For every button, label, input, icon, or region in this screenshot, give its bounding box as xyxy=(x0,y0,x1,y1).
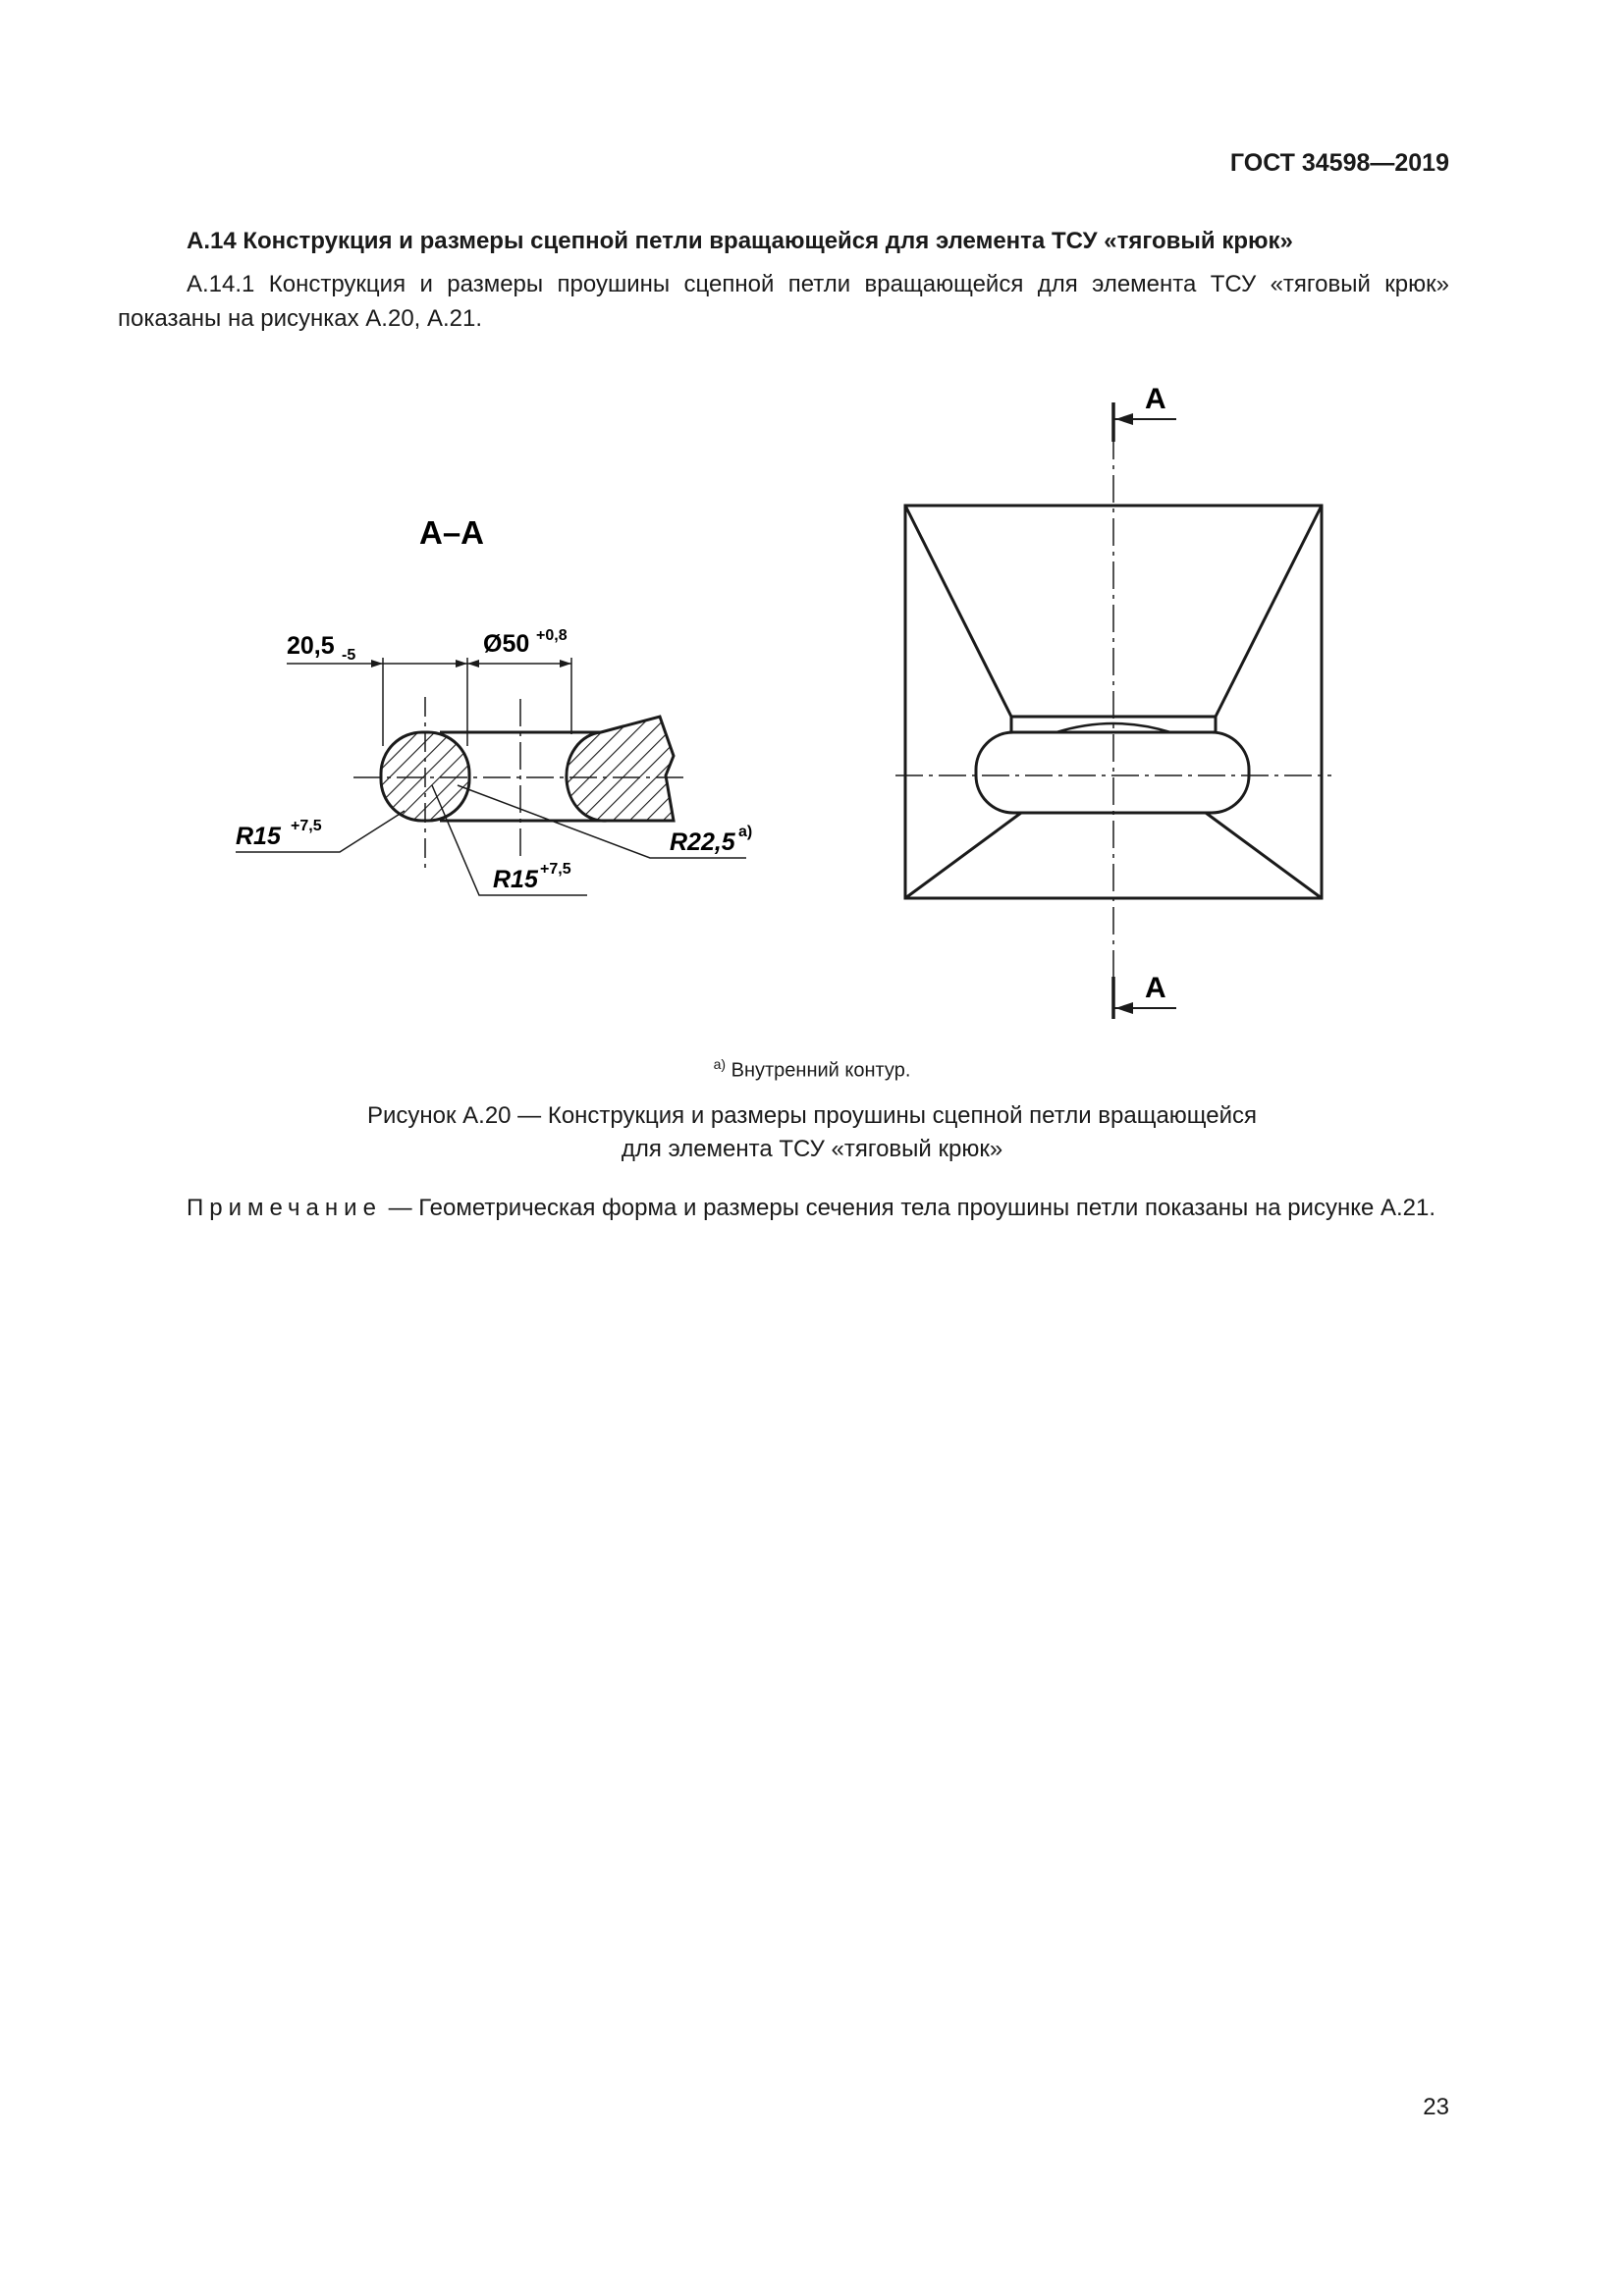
section-heading: А.14 Конструкция и размеры сцепной петли вращающейся для элемента ТСУ «тяговый крюк» xyxy=(187,228,1293,254)
section-mark-bottom: А xyxy=(1145,972,1166,1004)
footnote-text: Внутренний контур. xyxy=(731,1059,911,1082)
caption-line-1: Рисунок А.20 — Конструкция и размеры проушины сцепной петли вращающейся xyxy=(366,1102,1258,1129)
section-mark-top: А xyxy=(1145,383,1166,415)
plan-view xyxy=(895,383,1331,1019)
radius-inner-label: R22,5 xyxy=(670,828,735,856)
note-paragraph xyxy=(118,1191,1449,1225)
radius-left-label: R15 xyxy=(236,823,281,850)
figure-footnote xyxy=(0,1056,1624,1083)
standard-number: ГОСТ 34598—2019 xyxy=(1229,149,1449,177)
page-number: 23 xyxy=(1423,2094,1449,2120)
radius-inner-ref: а) xyxy=(738,824,753,840)
caption-line-2: для элемента ТСУ «тяговый крюк» xyxy=(621,1136,1003,1162)
note-label: Примечание xyxy=(187,1195,382,1221)
section-paragraph: А.14.1 Конструкция и размеры проушины сцепной петли вращающейся для элемента ТСУ «тяговый крюк» показаны на рисунках А.20, А.21. xyxy=(118,271,1449,332)
section-title: А–А xyxy=(418,514,485,551)
dim-width-label: 20,5 xyxy=(287,632,335,660)
dim-diameter-tolerance: +0,8 xyxy=(536,627,568,644)
plan-slot xyxy=(976,732,1249,813)
dim-diameter-label: Ø50 xyxy=(483,630,530,658)
radius-bottom-label: R15 xyxy=(493,866,538,893)
dim-width-tolerance: -5 xyxy=(342,647,356,664)
footnote-mark: а) xyxy=(713,1056,727,1072)
radius-bottom-tolerance: +7,5 xyxy=(540,861,571,878)
note-text: — Геометрическая форма и размеры сечения тела проушины петли показаны на рисунке А.21. xyxy=(381,1195,1436,1221)
section-view xyxy=(236,514,752,895)
figure-caption xyxy=(0,1099,1624,1166)
technical-drawing xyxy=(0,0,1624,1050)
radius-left-tolerance: +7,5 xyxy=(291,818,322,834)
